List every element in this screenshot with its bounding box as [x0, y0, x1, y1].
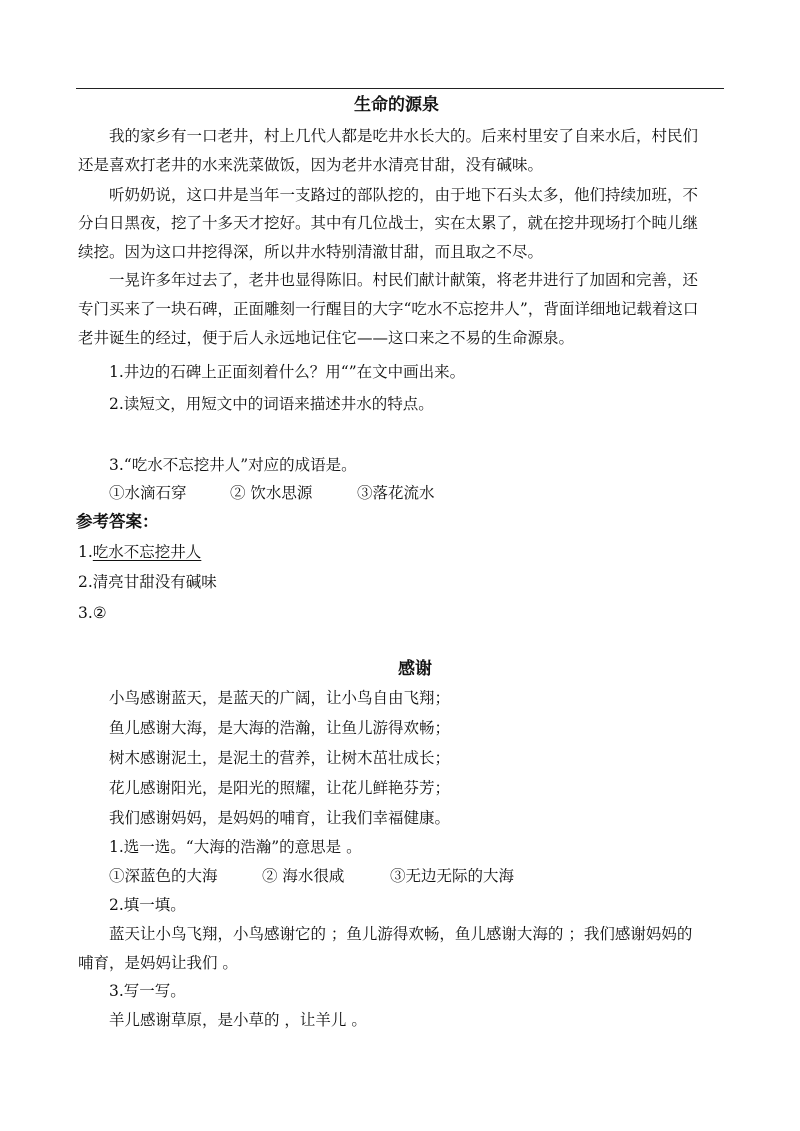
passage2-write-line: 羊儿感谢草原，是小草的 ，让羊儿 。: [109, 1011, 367, 1029]
passage1-line: 专门买来了一块石碑，正面雕刻一行醒目的大字“吃水不忘挖井人”，背面详细地记载着这口: [78, 300, 699, 318]
answer-1: [78, 542, 201, 562]
answer-2: 2.清亮甘甜没有碱味: [78, 573, 217, 591]
answers-heading: 参考答案：: [76, 512, 159, 531]
passage1-option-1: ①水滴石穿: [109, 484, 187, 502]
answer-1-text: 吃水不忘挖井人: [92, 543, 202, 561]
passage1-title: 生命的源泉: [354, 95, 439, 115]
passage2-option-3: ③无边无际的大海: [390, 867, 515, 885]
answer-3: 3.②: [78, 604, 107, 622]
passage2-fill-line-2: 哺育，是妈妈让我们 。: [78, 954, 238, 972]
top-rule: [76, 88, 724, 89]
passage1-line: 一晃许多年过去了，老井也显得陈旧。村民们献计献策，将老井进行了加固和完善，还: [109, 271, 699, 289]
passage1-line: 老井诞生的经过，便于后人永远地记住它——这口来之不易的生命源泉。: [78, 329, 575, 347]
passage2-line: 我们感谢妈妈，是妈妈的哺育，让我们幸福健康。: [109, 809, 451, 827]
passage2-question-1: 1.选一选。“大海的浩瀚”的意思是 。: [109, 838, 362, 856]
passage2-question-3: 3.写一写。: [109, 982, 186, 1000]
passage2-question-2: 2.填一填。: [109, 896, 186, 914]
passage1-option-2: ② 饮水思源: [230, 484, 313, 502]
passage2-line: 鱼儿感谢大海，是大海的浩瀚，让鱼儿游得欢畅；: [109, 719, 451, 737]
passage2-line: 树木感谢泥土，是泥土的营养，让树木茁壮成长；: [109, 749, 451, 767]
passage1-question-1: 1.井边的石碑上正面刻着什么？用“”在文中画出来。: [109, 363, 466, 381]
passage1-line: 我的家乡有一口老井，村上几代人都是吃井水长大的。后来村里安了自来水后，村民们: [109, 127, 699, 145]
passage2-option-2: ② 海水很咸: [262, 867, 345, 885]
passage2-line: 小鸟感谢蓝天，是蓝天的广阔，让小鸟自由飞翔；: [109, 689, 451, 707]
passage2-title: 感谢: [398, 659, 432, 679]
passage2-fill-line-1: 蓝天让小鸟飞翔，小鸟感谢它的 ；鱼儿游得欢畅，鱼儿感谢大海的 ；我们感谢妈妈的: [109, 925, 693, 943]
passage2-option-1: ①深蓝色的大海: [109, 867, 218, 885]
passage1-line: 续挖。因为这口井挖得深，所以井水特别清澈甘甜，而且取之不尽。: [78, 243, 544, 261]
passage1-question-2: 2.读短文，用短文中的词语来描述井水的特点。: [109, 395, 434, 413]
passage1-line: 听奶奶说，这口井是当年一支路过的部队挖的，由于地下石头太多，他们持续加班，不: [109, 186, 699, 204]
passage1-line: 分白日黑夜，挖了十多天才挖好。其中有几位战士，实在太累了，就在挖井现场打个盹儿继: [78, 214, 699, 232]
passage2-line: 花儿感谢阳光，是阳光的照耀，让花儿鲜艳芬芳；: [109, 779, 451, 797]
passage1-line: 还是喜欢打老井的水来洗菜做饭，因为老井水清亮甘甜，没有碱味。: [78, 156, 544, 174]
passage1-option-3: ③落花流水: [357, 484, 435, 502]
passage1-question-3: 3.“吃水不忘挖井人”对应的成语是。: [109, 456, 357, 474]
answer-1-number: 1.: [78, 543, 93, 561]
